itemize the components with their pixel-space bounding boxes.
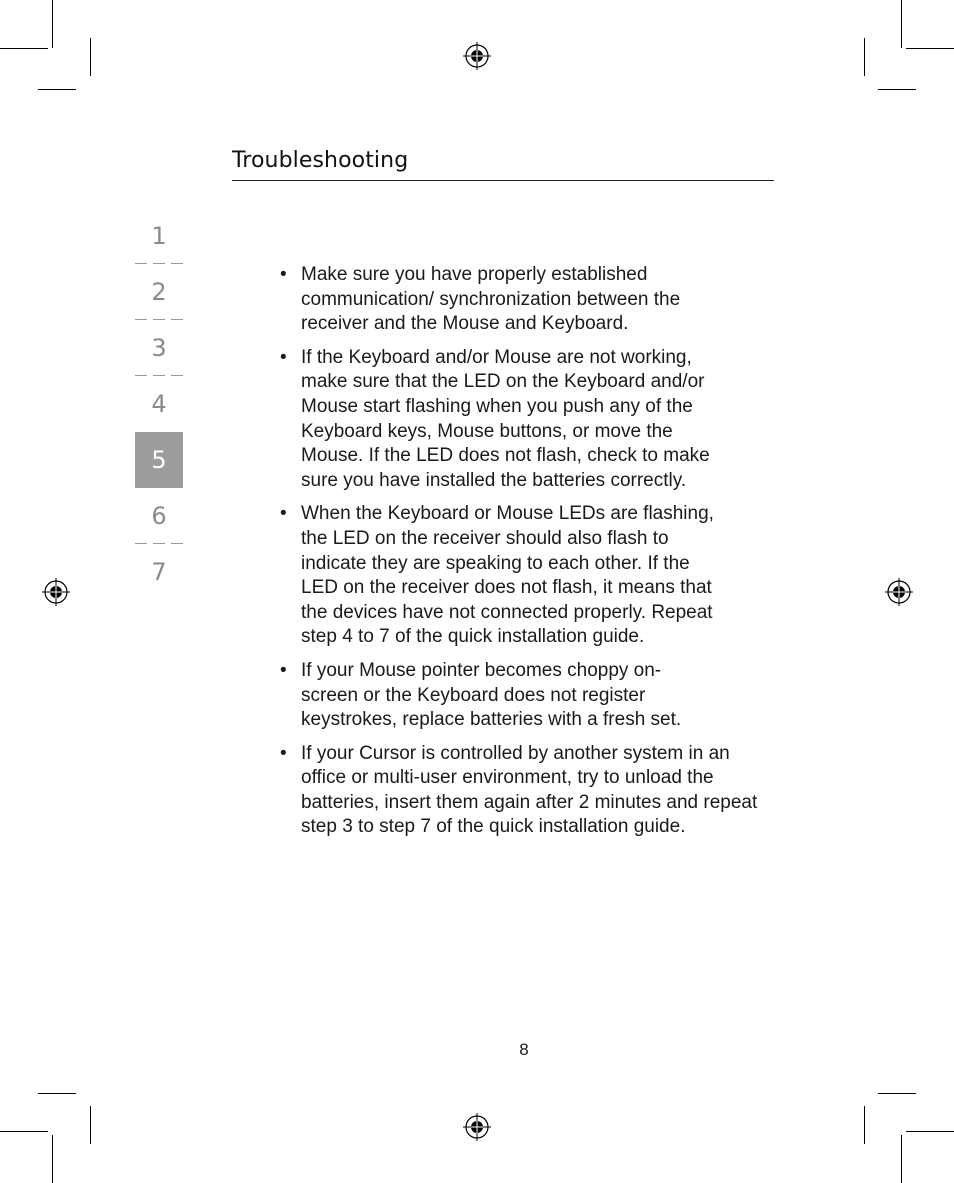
crop-mark <box>0 48 48 49</box>
registration-mark-icon <box>884 577 914 607</box>
list-item <box>280 502 820 650</box>
crop-mark <box>864 1106 865 1144</box>
crop-mark <box>901 0 902 48</box>
chapter-nav <box>135 208 183 600</box>
list-item <box>280 346 820 494</box>
chapter-tab-3[interactable] <box>135 320 183 376</box>
list-item-text: If your Cursor is controlled by another system in an office or multi-user environment, try to unload the batteries, insert them again after 2 minutes and repeat step 3 to step 7 of the quick installation guide. <box>301 742 758 838</box>
chapter-tab-6[interactable] <box>135 488 183 544</box>
list-item-text: If your Mouse pointer becomes choppy on- screen or the Keyboard does not register keystrokes, replace batteries with a fresh set. <box>301 659 682 731</box>
chapter-tab-label: 5 <box>151 446 167 474</box>
page-number: 8 <box>519 1040 529 1059</box>
registration-mark-icon <box>41 577 71 607</box>
chapter-tab-5-active[interactable] <box>135 432 183 488</box>
crop-mark <box>906 48 954 49</box>
chapter-tab-2[interactable] <box>135 264 183 320</box>
crop-mark <box>90 38 91 76</box>
list-item-text: If the Keyboard and/or Mouse are not working, make sure that the LED on the Keyboard and/or Mouse start flashing when you push any of the Keyboard keys, Mouse buttons, or move the Mouse. If the LED does not flash, check to make sure you have installed the batteries correctly. <box>301 346 710 491</box>
crop-mark <box>906 1131 954 1132</box>
bullet-icon: • <box>280 264 287 285</box>
title-divider <box>232 180 774 181</box>
chapter-tab-label: 4 <box>151 390 167 418</box>
chapter-tab-1[interactable] <box>135 208 183 264</box>
page-title: Troubleshooting <box>232 148 409 173</box>
registration-mark-icon <box>462 41 492 71</box>
crop-mark <box>52 0 53 48</box>
crop-mark <box>878 1093 916 1094</box>
troubleshooting-content <box>280 263 820 849</box>
crop-mark <box>864 38 865 76</box>
crop-mark <box>52 1135 53 1183</box>
crop-mark <box>38 89 76 90</box>
crop-mark <box>901 1135 902 1183</box>
bullet-icon: • <box>280 346 287 368</box>
chapter-tab-label: 6 <box>151 502 167 530</box>
crop-mark <box>878 89 916 90</box>
chapter-tab-4[interactable] <box>135 376 183 432</box>
list-item <box>280 659 820 733</box>
chapter-tab-label: 7 <box>151 558 167 586</box>
chapter-tab-label: 2 <box>151 278 167 306</box>
list-item-text: Make sure you have properly established communication/ synchronization between the receiver and the Mouse and Keyboard. <box>301 264 681 335</box>
troubleshooting-list <box>280 263 820 840</box>
chapter-tab-label: 1 <box>151 222 167 250</box>
registration-mark-icon <box>462 1112 492 1142</box>
bullet-icon: • <box>280 659 287 681</box>
crop-mark <box>0 1131 48 1132</box>
list-item <box>280 263 820 337</box>
crop-mark <box>38 1093 76 1094</box>
bullet-icon: • <box>280 742 287 764</box>
chapter-tab-7[interactable] <box>135 544 183 600</box>
list-item-text: When the Keyboard or Mouse LEDs are flashing, the LED on the receiver should also flash to indicate they are speaking to each other. If the LED on the receiver does not flash, it means that the devices have not connected properly. Repeat step 4 to 7 of the quick installation guide. <box>301 503 714 648</box>
bullet-icon: • <box>280 503 287 525</box>
list-item <box>280 742 820 840</box>
crop-mark <box>90 1106 91 1144</box>
chapter-tab-label: 3 <box>151 334 167 362</box>
